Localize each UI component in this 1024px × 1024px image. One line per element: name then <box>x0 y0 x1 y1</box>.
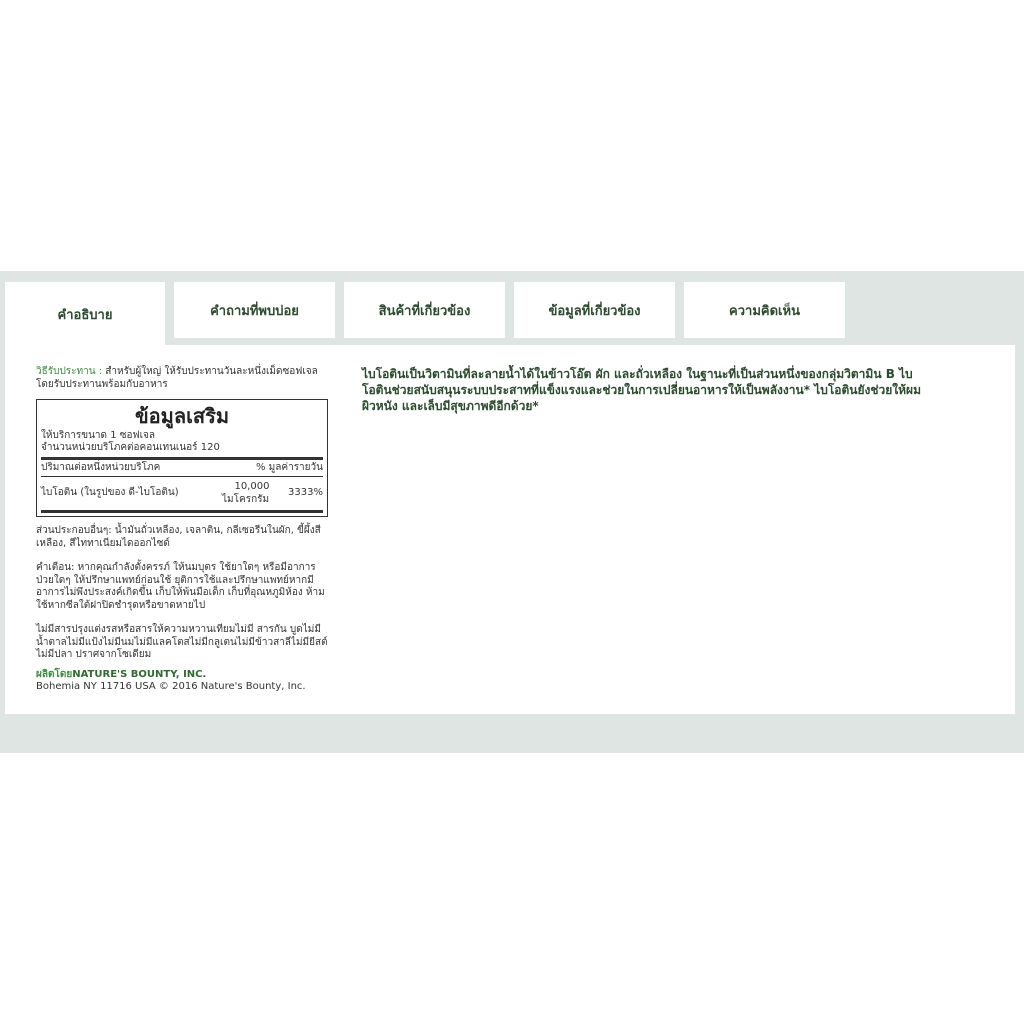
serving-size: ให้บริการขนาด 1 ซอฟเจล <box>41 430 156 441</box>
amount-per-serving-header: ปริมาณต่อหนึ่งหน่วยบริโภค <box>41 462 161 473</box>
product-description: ไบโอตินเป็นวิตามินที่ละลายน้ำได้ในข้าวโอ๊ต ผัก และถั่วเหลือง ในฐานะที่เป็นส่วนหนึ่งของกลุ่มวิตามิน B ไบโอตินช่วยสนับสนุนระบบประสาทที่แข็งแรงและช่วยในการเปลี่ยนอาหารให้เป็นพลังงาน* ไบโอตินยังช่วยให้ผม ผิวหนัง และเล็บมีสุขภาพดีอีกด้วย* <box>362 367 921 413</box>
tab-related-info-label: ข้อมูลที่เกี่ยวข้อง <box>548 303 641 319</box>
manufacturer-line <box>36 669 331 681</box>
facts-divider-thin <box>41 476 323 477</box>
free-of-text: ไม่มีสารปรุงแต่งรสหรือสารให้ความหวานเทียมไม่มี สารกัน บูดไม่มีน้ำตาลไม่มีแป้งไม่มีนมไม่มีแลคโตสไม่มีกลูเตนไม่มีข้าวสาลีไม่มียีสต์ไม่มีปลา ปราศจากโซเดียม <box>36 624 328 660</box>
usage-label: วิธีรับประทาน : <box>36 366 103 377</box>
manufacturer-prefix: ผลิตโดย <box>36 668 73 680</box>
tab-description-label: คำอธิบาย <box>57 307 113 323</box>
usage-text: สำหรับผู้ใหญ่ ให้รับประทานวันละหนึ่งเม็ดซอฟเจล โดยรับประทานพร้อมกับอาหาร <box>36 366 318 390</box>
nutrient-amount <box>222 480 282 506</box>
manufacturer-address: Bohemia NY 11716 USA © 2016 Nature's Bounty, Inc. <box>36 680 306 692</box>
tab-related-info[interactable] <box>514 282 675 338</box>
tab-description[interactable] <box>5 282 165 346</box>
nutrient-amount-unit: ไมโครกรัม <box>222 494 270 505</box>
tab-faq[interactable] <box>174 282 335 338</box>
usage-instructions <box>36 366 331 391</box>
nutrient-daily-value: 3333% <box>288 487 323 498</box>
facts-divider-bottom <box>41 510 323 513</box>
warning-text: คำเตือน: หากคุณกำลังตั้งครรภ์ ให้นมบุตร ใช้ยาใดๆ หรือมีอาการป่วยใดๆ ให้ปรึกษาแพทย์ก่อนใช้ ยุติการใช้และปรึกษาแพทย์หากมีอาการไม่พึงประสงค์เกิดขึ้น เก็บให้พ้นมือเด็ก เก็บที่อุณหภูมิห้อง ห้ามใช้หากซีลใต้ฝาปิดชำรุดหรือขาดหายไป <box>36 562 325 611</box>
tab-related-products-label: สินค้าที่เกี่ยวข้อง <box>378 303 471 319</box>
nutrient-name: ไบโอติน (ในรูปของ ดี-ไบโอติน) <box>41 487 179 498</box>
manufacturer-name: NATURE'S BOUNTY, INC. <box>72 668 207 680</box>
supplement-facts-box <box>36 399 328 517</box>
daily-value-header: % มูลค่ารายวัน <box>255 462 323 473</box>
tab-reviews-label: ความคิดเห็น <box>729 303 800 319</box>
supplement-facts-title: ข้อมูลเสริม <box>134 404 230 428</box>
facts-divider-thick <box>41 457 323 460</box>
product-details <box>36 366 331 693</box>
facts-header-row <box>41 462 323 474</box>
other-ingredients: ส่วนประกอบอื่นๆ: น้ำมันถั่วเหลือง, เจลาติน, กลีเซอรีนในผัก, ขี้ผึ้งสีเหลือง, สีไททาเนียมไดออกไซด์ <box>36 525 321 549</box>
servings-per-container: จำนวนหน่วยบริโภคต่อคอนเทนเนอร์ 120 <box>41 442 220 453</box>
facts-row-biotin <box>41 479 323 508</box>
nutrient-amount-value: 10,000 <box>234 481 270 492</box>
tab-reviews[interactable] <box>684 282 845 338</box>
tab-related-products[interactable] <box>344 282 505 338</box>
tab-faq-label: คำถามที่พบบ่อย <box>210 303 299 319</box>
